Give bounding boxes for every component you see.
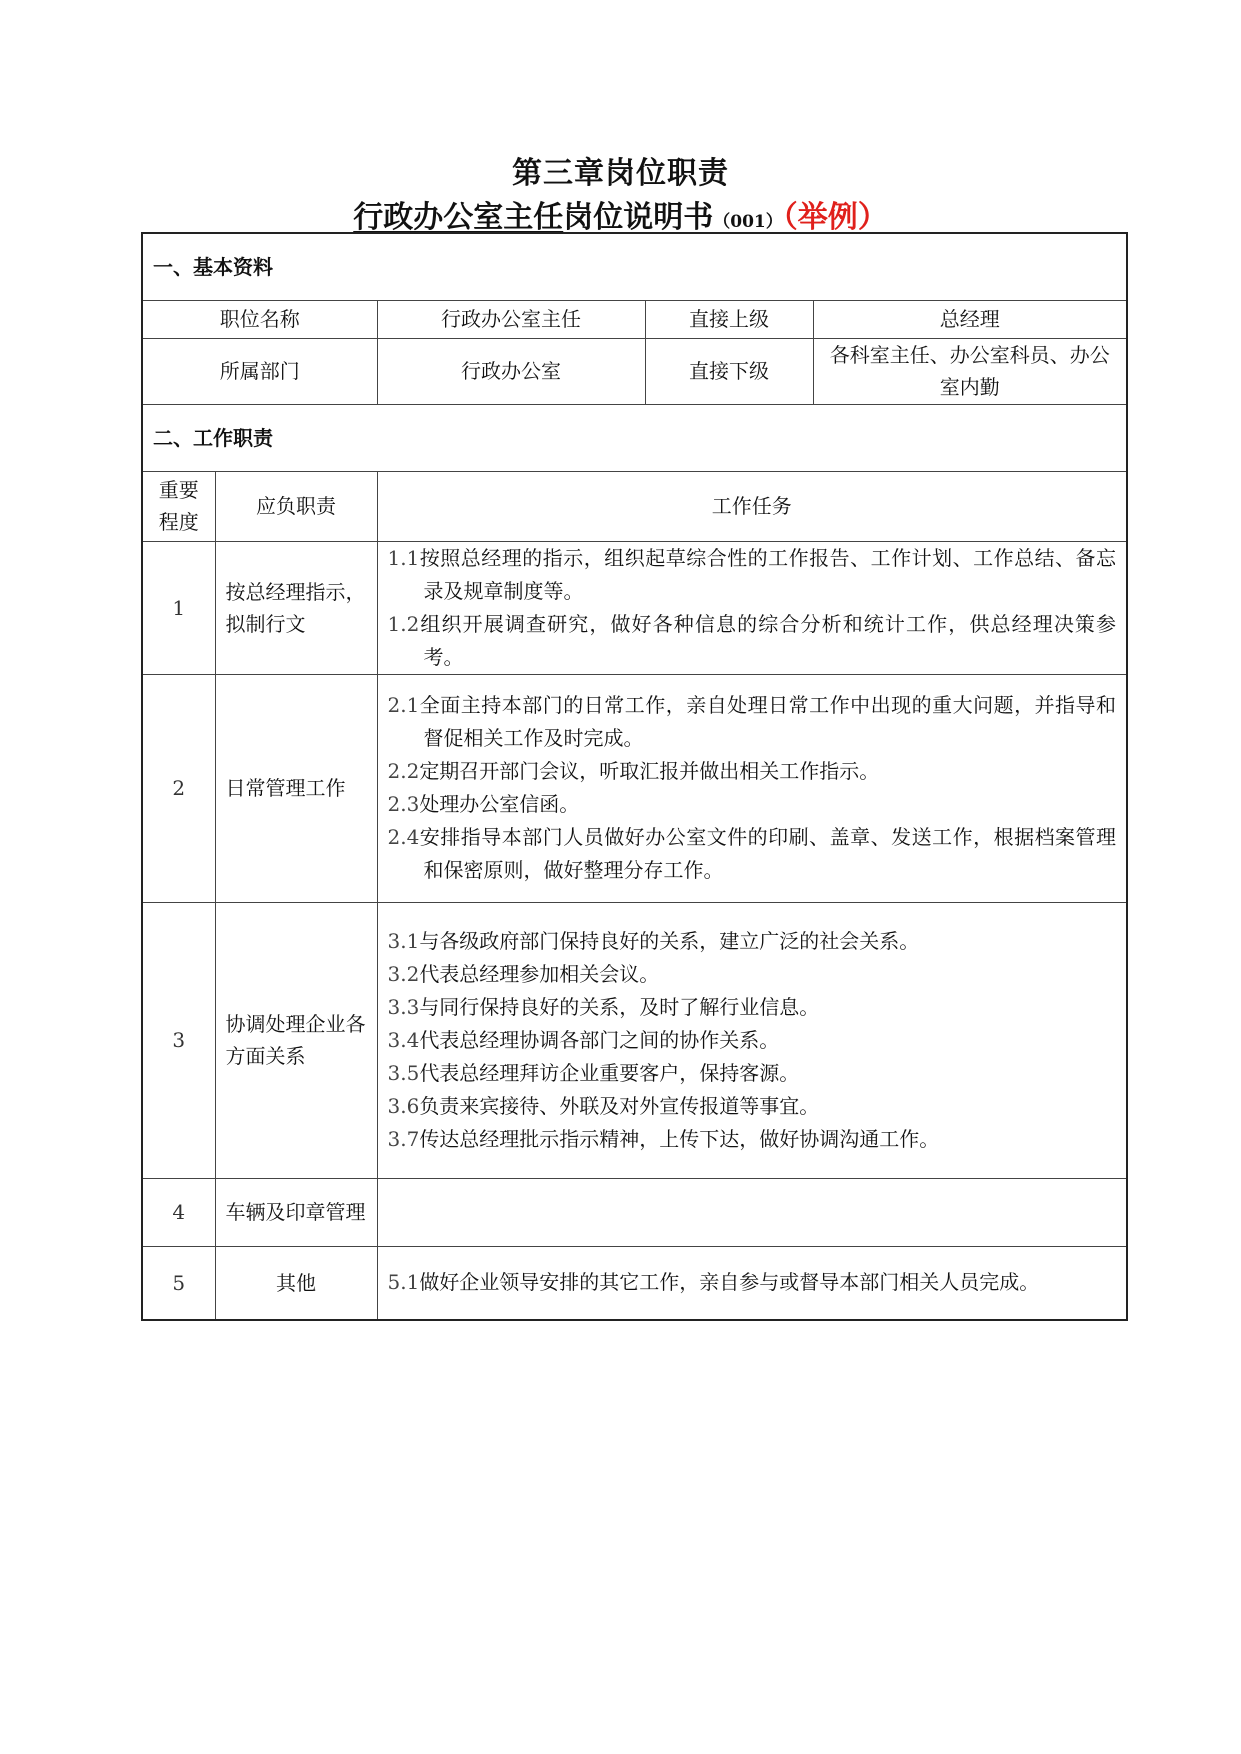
job-description-table [141, 232, 1128, 1321]
doc-title [0, 192, 1241, 236]
task-item [388, 958, 1117, 991]
task-number: 2.4 [387, 825, 420, 849]
importance-cell: 3 [142, 902, 215, 1178]
task-text: 按照总经理的指示，组织起草综合性的工作报告、工作计划、工作总结、备忘录及规章制度等。 [419, 545, 1117, 603]
task-number: 2.1 [387, 693, 420, 717]
task-item [388, 1123, 1117, 1156]
duties-header-row [142, 471, 1127, 541]
duties-section-title: 二、工作职责 [142, 404, 1127, 471]
tasks-header: 工作任务 [377, 471, 1127, 541]
task-item [388, 991, 1117, 1024]
task-number: 3.3 [387, 994, 420, 1019]
importance-cell: 5 [142, 1246, 215, 1320]
doc-code: （001） [713, 212, 783, 232]
task-text: 定期召开部门会议，听取汇报并做出相关工作指示。 [419, 759, 880, 783]
task-text: 组织开展调查研究，做好各种信息的综合分析和统计工作，供总经理决策参考。 [419, 611, 1117, 669]
duty-cell: 按总经理指示，拟制行文 [215, 541, 377, 674]
basic-info-row [142, 300, 1127, 338]
importance-header: 重要程度 [142, 471, 215, 541]
basic-info-section-title: 一、基本资料 [142, 233, 1127, 300]
task-text: 代表总经理参加相关会议。 [419, 961, 660, 986]
task-number: 3.4 [387, 1027, 420, 1052]
page-title: 第三章岗位职责 [512, 156, 729, 191]
task-text: 处理办公室信函。 [419, 792, 580, 816]
task-number: 3.5 [387, 1060, 420, 1085]
doc-title-suffix: 岗位说明书 [563, 200, 714, 235]
task-text: 代表总经理协调各部门之间的协作关系。 [419, 1027, 780, 1052]
task-item [388, 755, 1117, 788]
table-row [142, 1246, 1127, 1320]
duties-section-row [142, 404, 1127, 471]
task-item [388, 608, 1117, 674]
task-item [388, 821, 1117, 887]
tasks-cell [377, 674, 1127, 902]
basic-info-row [142, 338, 1127, 404]
table-row [142, 902, 1127, 1178]
task-item [388, 1024, 1117, 1057]
task-text: 安排指导本部门人员做好办公室文件的印刷、盖章、发送工作，根据档案管理和保密原则，做好整理分存工作。 [419, 825, 1117, 882]
table-row [142, 541, 1127, 674]
task-item [388, 925, 1117, 958]
task-number: 1.1 [387, 545, 420, 570]
importance-cell: 4 [142, 1178, 215, 1246]
task-text: 与同行保持良好的关系，及时了解行业信息。 [419, 994, 820, 1019]
task-number: 3.2 [387, 961, 420, 986]
task-number: 3.7 [387, 1126, 420, 1151]
task-item [388, 1266, 1117, 1299]
task-item [388, 1090, 1117, 1123]
tasks-cell [377, 1246, 1127, 1320]
direct-superior-value: 总经理 [813, 300, 1127, 338]
task-item [388, 689, 1117, 755]
task-number: 5.1 [387, 1270, 420, 1295]
task-number: 3.6 [387, 1093, 420, 1118]
tasks-cell [377, 902, 1127, 1178]
task-number: 3.1 [387, 928, 420, 953]
doc-title-position: 行政办公室主任 [353, 200, 564, 235]
task-text: 全面主持本部门的日常工作，亲自处理日常工作中出现的重大问题，并指导和督促相关工作及时完成。 [419, 693, 1117, 750]
task-text: 负责来宾接待、外联及对外宣传报道等事宜。 [419, 1093, 820, 1118]
doc-example-tag: （举例） [782, 200, 888, 235]
task-text: 代表总经理拜访企业重要客户，保持客源。 [419, 1060, 800, 1085]
tasks-cell [377, 541, 1127, 674]
task-item [388, 542, 1117, 608]
task-item [388, 788, 1117, 821]
direct-subordinate-value: 各科室主任、办公室科员、办公室内勤 [813, 338, 1127, 404]
task-text: 做好企业领导安排的其它工作，亲自参与或督导本部门相关人员完成。 [419, 1270, 1040, 1295]
importance-cell: 2 [142, 674, 215, 902]
duty-cell: 协调处理企业各方面关系 [215, 902, 377, 1178]
duty-header: 应负职责 [215, 471, 377, 541]
department-label: 所属部门 [142, 338, 377, 404]
importance-cell: 1 [142, 541, 215, 674]
basic-info-section-row [142, 233, 1127, 300]
tasks-cell-empty [377, 1178, 1127, 1246]
position-name-value: 行政办公室主任 [377, 300, 645, 338]
task-number: 2.2 [387, 759, 420, 783]
task-item [388, 1057, 1117, 1090]
position-name-label: 职位名称 [142, 300, 377, 338]
task-text: 传达总经理批示指示精神，上传下达，做好协调沟通工作。 [419, 1126, 940, 1151]
direct-subordinate-label: 直接下级 [645, 338, 813, 404]
task-text: 与各级政府部门保持良好的关系，建立广泛的社会关系。 [419, 928, 920, 953]
direct-superior-label: 直接上级 [645, 300, 813, 338]
duty-cell: 车辆及印章管理 [215, 1178, 377, 1246]
table-row [142, 674, 1127, 902]
duty-cell: 其他 [215, 1246, 377, 1320]
table-row [142, 1178, 1127, 1246]
task-number: 1.2 [387, 611, 420, 636]
task-number: 2.3 [387, 792, 420, 816]
duty-cell: 日常管理工作 [215, 674, 377, 902]
department-value: 行政办公室 [377, 338, 645, 404]
